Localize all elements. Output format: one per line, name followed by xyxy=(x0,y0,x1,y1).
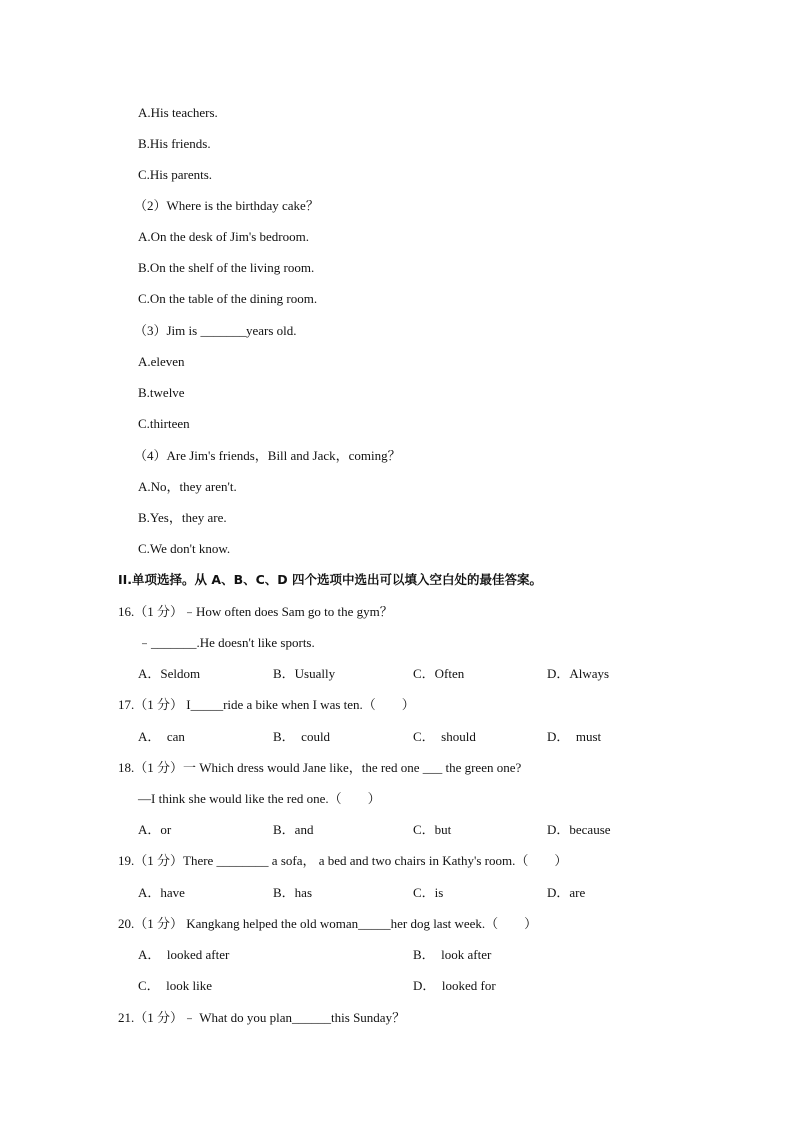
option-a: A.On the desk of Jim's bedroom. xyxy=(138,229,309,244)
option-c: C.We don't know. xyxy=(138,541,231,556)
option-b: B.Yes，they are. xyxy=(138,510,227,525)
option-b: B．and xyxy=(273,822,314,837)
question-stem: 21.（1 分）﹣ What do you plan______this Sunday？ xyxy=(118,1010,406,1025)
option-a: A.No，they aren't. xyxy=(138,479,237,494)
option-a: A．Seldom xyxy=(138,666,201,681)
option-b: B． look after xyxy=(413,947,492,962)
question-stem: 17.（1 分） I_____ride a bike when I was ten.（ ） xyxy=(118,697,415,712)
option-a: A.eleven xyxy=(138,354,185,369)
question-stem: 18.（1 分）一 Which dress would Jane like，the red one ___ the green one? xyxy=(118,760,522,775)
option-c: C.thirteen xyxy=(138,416,190,431)
option-d: D． looked for xyxy=(413,978,496,993)
option-c: C． look like xyxy=(138,978,213,993)
option-a: A． can xyxy=(138,729,185,744)
option-d: D．are xyxy=(547,885,586,900)
sub-question-2: （2）Where is the birthday cake？ xyxy=(134,198,319,213)
question-stem: 20.（1 分） Kangkang helped the old woman_____her dog last week.（ ） xyxy=(118,916,538,931)
option-a: A．or xyxy=(138,822,172,837)
option-c: C.On the table of the dining room. xyxy=(138,291,318,306)
option-c: C．is xyxy=(413,885,444,900)
option-b: B.On the shelf of the living room. xyxy=(138,260,315,275)
option-b: B.twelve xyxy=(138,385,185,400)
option-b: B． could xyxy=(273,729,331,744)
option-b: B．Usually xyxy=(273,666,336,681)
option-d: D．Always xyxy=(547,666,610,681)
option-b: B．has xyxy=(273,885,313,900)
option-b: B.His friends. xyxy=(138,136,211,151)
option-a: A.His teachers. xyxy=(138,105,218,120)
question-stem: 19.（1 分）There ________ a sofa， a bed and two chairs in Kathy's room.（ ） xyxy=(118,853,568,868)
option-a: A． looked after xyxy=(138,947,230,962)
sub-question-3: （3）Jim is _______years old. xyxy=(134,323,297,338)
option-c: C．Often xyxy=(413,666,465,681)
option-c: C.His parents. xyxy=(138,167,213,182)
option-d: D． must xyxy=(547,729,602,744)
question-line: —I think she would like the red one.（ ） xyxy=(138,791,381,806)
question-stem: 16.（1 分）﹣How often does Sam go to the gym？ xyxy=(118,604,393,619)
question-line: ﹣_______.He doesn't like sports. xyxy=(138,635,315,650)
option-a: A．have xyxy=(138,885,185,900)
sub-question-4: （4）Are Jim's friends，Bill and Jack，coming？ xyxy=(134,448,401,463)
option-c: C．but xyxy=(413,822,452,837)
section-heading: II.单项选择。从 A、B、C、D 四个选项中选出可以填入空白处的最佳答案。 xyxy=(118,572,543,587)
option-c: C． should xyxy=(413,729,476,744)
option-d: D．because xyxy=(547,822,611,837)
